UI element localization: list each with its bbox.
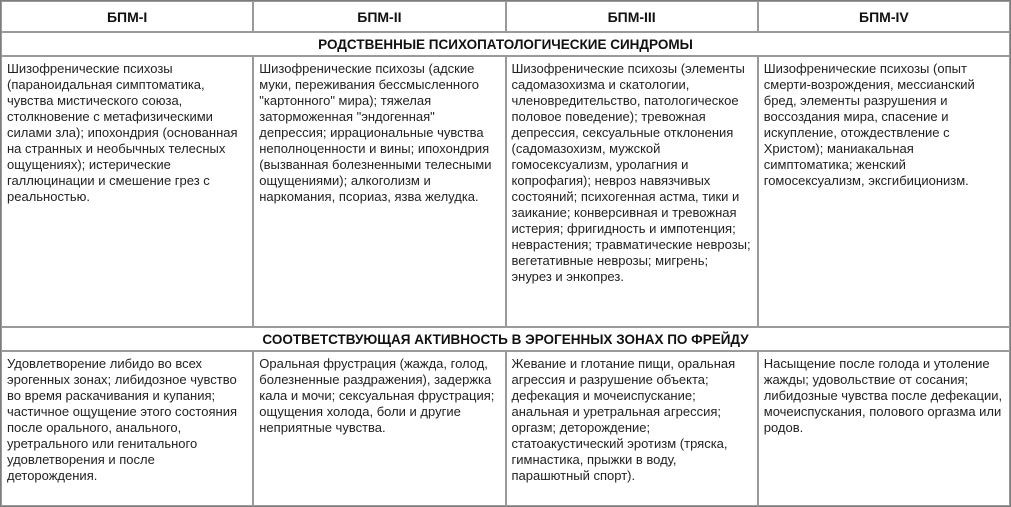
column-header-bpm-3: БПМ-III: [506, 1, 758, 32]
section-1-cell-bpm-4: Шизофренические психозы (опыт смерти-возрождения, мессианский бред, элементы разрушения и воссоздания мира, спасение и искупление, отождествление с Христом); маниакальная симптоматика; женский гомосексуализм, эксгибиционизм.: [758, 56, 1010, 327]
section-2-cell-bpm-3: Жевание и глотание пищи, оральная агрессия и разрушение объекта; дефекация и мочеиспускание; анальная и уретральная агрессия; оргазм; деторождение; статоакустический эротизм (тряска, гимнастика, прыжки в воду, парашютный спорт).: [506, 351, 758, 506]
column-header-bpm-4: БПМ-IV: [758, 1, 1010, 32]
column-header-row: [1, 1, 1010, 32]
section-2-cell-bpm-4: Насыщение после голода и утоление жажды; удовольствие от сосания; либидозные чувства после дефекации, мочеиспускания, полового оргазма или родов.: [758, 351, 1010, 506]
section-2-cell-bpm-1: Удовлетворение либидо во всех эрогенных зонах; либидозное чувство во время раскачивания и купания; частичное ощущение этого состояния после орального, анального, уретрального или генитального удовлетворения и после деторождения.: [1, 351, 253, 506]
section-1-cell-bpm-1: Шизофренические психозы (параноидальная симптоматика, чувства мистического союза, столкновение с метафизическими силами зла); ипохондрия (основанная на странных и необычных телесных ощущениях); истерические галлюцинации и смешение грез с реальностью.: [1, 56, 253, 327]
column-header-bpm-2: БПМ-II: [253, 1, 505, 32]
section-2-cell-bpm-2: Оральная фрустрация (жажда, голод, болезненные раздражения), задержка кала и мочи; сексуальная фрустрация; ощущения холода, боли и другие неприятные чувства.: [253, 351, 505, 506]
section-1-title: РОДСТВЕННЫЕ ПСИХОПАТОЛОГИЧЕСКИЕ СИНДРОМЫ: [1, 32, 1010, 56]
column-header-bpm-1: БПМ-I: [1, 1, 253, 32]
section-2-body-row: [1, 351, 1010, 506]
section-1-cell-bpm-2: Шизофренические психозы (адские муки, переживания бессмысленного "картонного" мира); тяжелая заторможенная "эндогенная" депрессия; иррациональные чувства неполноценности и вины; ипохондрия (вызванная болезненными телесными ощущениями); алкоголизм и наркомания, псориаз, язва желудка.: [253, 56, 505, 327]
section-2-title-row: [1, 327, 1010, 351]
section-1-body-row: [1, 56, 1010, 327]
section-1-title-row: [1, 32, 1010, 56]
section-2-title: СООТВЕТСТВУЮЩАЯ АКТИВНОСТЬ В ЭРОГЕННЫХ ЗОНАХ ПО ФРЕЙДУ: [1, 327, 1010, 351]
section-1-cell-bpm-3: Шизофренические психозы (элементы садомазохизма и скатологии, членовредительство, патологическое половое поведение); тревожная депрессия, сексуальные отклонения (садомазохизм, мужской гомосексуализм, уролагния и копрофагия); невроз навязчивых состояний; психогенная астма, тики и заикание; конверсивная и тревожная истерия; фригидность и импотенция; неврастения; травматические неврозы; вегетативные неврозы; мигрень; энурез и энкопрез.: [506, 56, 758, 327]
